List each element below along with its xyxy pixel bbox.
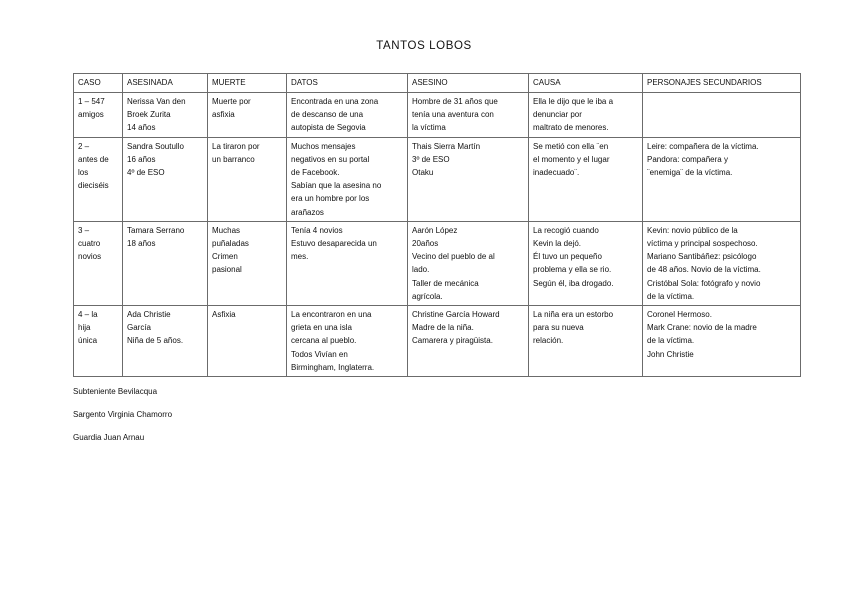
- cell-text-line: 16 años: [127, 154, 156, 164]
- cell-text-line: arañazos: [291, 207, 324, 217]
- cell-asesino: [408, 221, 529, 305]
- cell-text-line: García: [127, 323, 152, 333]
- cell-text-line: Madre de la niña.: [412, 323, 474, 333]
- cell-text-line: negativos en su portal: [291, 154, 370, 164]
- cell-text-line: amigos: [78, 110, 104, 120]
- cell-text-line: novios: [78, 252, 102, 262]
- cases-table: [73, 73, 801, 377]
- cell-asesino: [408, 137, 529, 221]
- cell-text-line: La tiraron por: [212, 141, 260, 151]
- cell-muerte: [208, 137, 287, 221]
- cell-text-line: autopista de Segovia: [291, 123, 366, 133]
- header-datos: DATOS: [287, 74, 408, 93]
- header-row: [74, 74, 801, 93]
- cell-text-line: Kevin la dejó.: [533, 239, 582, 249]
- cell-text-line: Niña de 5 años.: [127, 336, 184, 346]
- cell-text-line: 20años: [412, 239, 439, 249]
- cell-datos: [287, 93, 408, 138]
- cell-text-line: tenía una aventura con: [412, 110, 494, 120]
- cell-text-line: maltrato de menores.: [533, 123, 609, 133]
- cell-text-line: Estuvo desaparecida un: [291, 239, 377, 249]
- cell-caso: [74, 93, 123, 138]
- cell-text-line: cuatro: [78, 239, 101, 249]
- cell-text-line: era un hombre por los: [291, 194, 370, 204]
- cell-text-line: de la víctima.: [647, 291, 695, 301]
- cell-text-line: Tenía 4 novios: [291, 225, 343, 235]
- cell-text-line: Muerte por: [212, 97, 251, 106]
- cell-asesinada: [123, 221, 208, 305]
- cell-text-line: Thais Sierra Martín: [412, 141, 481, 151]
- header-caso: CASO: [74, 74, 123, 93]
- cell-text-line: 4 – la: [78, 310, 98, 320]
- cell-text-line: lado.: [412, 265, 430, 275]
- cell-personajes: [643, 221, 801, 305]
- cell-text-line: 4º de ESO: [127, 168, 165, 178]
- cell-text-line: Christine García Howard: [412, 310, 500, 320]
- cell-asesino: [408, 306, 529, 377]
- cell-text-line: pasional: [212, 265, 242, 275]
- cell-text-line: Otaku: [412, 168, 434, 178]
- cell-text-line: 14 años: [127, 123, 156, 133]
- cell-text-line: John Christie: [647, 349, 694, 359]
- cell-personajes: [643, 137, 801, 221]
- cell-text-line: problema y ella se rio.: [533, 265, 612, 275]
- cell-text-line: inadecuado¨.: [533, 168, 580, 178]
- document-title: TANTOS LOBOS: [376, 40, 472, 52]
- cell-causa: [529, 306, 643, 377]
- cell-text-line: de la víctima.: [647, 336, 695, 346]
- header-asesinada: ASESINADA: [123, 74, 208, 93]
- cell-text-line: 1 – 547: [78, 97, 105, 106]
- cell-datos: [287, 306, 408, 377]
- cell-personajes: [643, 93, 801, 138]
- cell-text-line: asfixia: [212, 110, 235, 120]
- cell-text-line: Broek Zurita: [127, 110, 171, 120]
- cell-asesinada: [123, 137, 208, 221]
- cell-asesinada: [123, 93, 208, 138]
- cell-text-line: dieciséis: [78, 181, 109, 191]
- cell-text-line: Encontrada en una zona: [291, 97, 379, 106]
- cell-text-line: La niña era un estorbo: [533, 310, 614, 320]
- header-causa: CAUSA: [529, 74, 643, 93]
- cell-muerte: [208, 93, 287, 138]
- cell-text-line: Mark Crane: novio de la madre: [647, 323, 757, 333]
- cell-text-line: víctima y principal sospechoso.: [647, 239, 758, 249]
- cell-text-line: el momento y el lugar: [533, 154, 610, 164]
- cell-caso: [74, 221, 123, 305]
- cell-causa: [529, 137, 643, 221]
- table-row: [74, 221, 801, 305]
- note-line: Guardia Juan Arnau: [73, 433, 145, 442]
- cell-text-line: grieta en una isla: [291, 323, 352, 333]
- cell-text-line: de Facebook.: [291, 168, 340, 178]
- cell-text-line: relación.: [533, 336, 564, 346]
- cell-text-line: 3º de ESO: [412, 154, 450, 164]
- cell-text-line: La encontraron en una: [291, 310, 372, 320]
- cell-datos: [287, 137, 408, 221]
- header-asesino: ASESINO: [408, 74, 529, 93]
- cell-personajes: [643, 306, 801, 377]
- cell-text-line: Muchas: [212, 225, 241, 235]
- cell-text-line: Camarera y piragüista.: [412, 336, 493, 346]
- cell-text-line: Aarón López: [412, 225, 458, 235]
- cell-text-line: Ella le dijo que le iba a: [533, 97, 614, 106]
- table-row: [74, 306, 801, 377]
- cell-text-line: 3 –: [78, 225, 90, 235]
- cell-text-line: Crimen: [212, 252, 238, 262]
- cell-text-line: La recogió cuando: [533, 225, 599, 235]
- cell-causa: [529, 93, 643, 138]
- cell-text-line: Según él, iba drogado.: [533, 278, 614, 288]
- cell-text-line: puñaladas: [212, 239, 249, 249]
- cell-text-line: Leire: compañera de la víctima.: [647, 141, 759, 151]
- cell-asesino: [408, 93, 529, 138]
- cell-muerte: [208, 221, 287, 305]
- cell-text-line: Hombre de 31 años que: [412, 97, 498, 106]
- cell-text-line: 2 –: [78, 141, 90, 151]
- header-personajes: PERSONAJES SECUNDARIOS: [643, 74, 801, 93]
- cell-text-line: los: [78, 168, 89, 178]
- cell-text-line: Pandora: compañera y: [647, 154, 728, 164]
- cell-text-line: Coronel Hermoso.: [647, 310, 712, 320]
- cell-caso: [74, 137, 123, 221]
- cell-text-line: Cristóbal Sola: fotógrafo y novio: [647, 278, 761, 288]
- cell-text-line: Taller de mecánica: [412, 278, 479, 288]
- cell-muerte: [208, 306, 287, 377]
- cell-datos: [287, 221, 408, 305]
- cell-text-line: Todos Vivían en: [291, 349, 348, 359]
- cell-text-line: Sandra Soutullo: [127, 141, 184, 151]
- cell-caso: [74, 306, 123, 377]
- cell-text-line: Kevin: novio público de la: [647, 225, 738, 235]
- cell-text-line: antes de: [78, 154, 109, 164]
- header-muerte: MUERTE: [208, 74, 287, 93]
- note-line: Sargento Virginia Chamorro: [73, 410, 173, 419]
- cell-text-line: 18 años: [127, 239, 156, 249]
- cell-text-line: para su nueva: [533, 323, 584, 333]
- cell-text-line: la víctima: [412, 123, 446, 133]
- cell-text-line: Birmingham, Inglaterra.: [291, 362, 375, 372]
- cell-text-line: Nerissa Van den: [127, 97, 186, 106]
- cell-text-line: denunciar por: [533, 110, 582, 120]
- cell-text-line: mes.: [291, 252, 309, 262]
- cell-causa: [529, 221, 643, 305]
- cell-text-line: Mariano Santibáñez: psicólogo: [647, 252, 757, 262]
- cell-text-line: Asfixia: [212, 310, 236, 320]
- cell-text-line: agrícola.: [412, 291, 443, 301]
- table-row: [74, 93, 801, 138]
- cell-asesinada: [123, 306, 208, 377]
- note-line: Subteniente Bevilacqua: [73, 387, 158, 396]
- cell-text-line: de 48 años. Novio de la víctima.: [647, 265, 761, 275]
- cell-text-line: hija: [78, 323, 91, 333]
- cell-text-line: Sabían que la asesina no: [291, 181, 382, 191]
- cell-text-line: Muchos mensajes: [291, 141, 356, 151]
- cell-text-line: ¨enemiga¨ de la víctima.: [647, 168, 733, 178]
- cell-text-line: Vecino del pueblo de al: [412, 252, 495, 262]
- cell-text-line: Se metió con ella ¨en: [533, 141, 609, 151]
- cell-text-line: un barranco: [212, 154, 255, 164]
- table-row: [74, 137, 801, 221]
- cell-text-line: Ada Christie: [127, 310, 171, 320]
- cell-text-line: Él tuvo un pequeño: [533, 252, 602, 262]
- cell-text-line: Tamara Serrano: [127, 225, 185, 235]
- cell-text-line: única: [78, 336, 98, 346]
- cell-text-line: de descanso de una: [291, 110, 364, 120]
- cell-text-line: cercana al pueblo.: [291, 336, 357, 346]
